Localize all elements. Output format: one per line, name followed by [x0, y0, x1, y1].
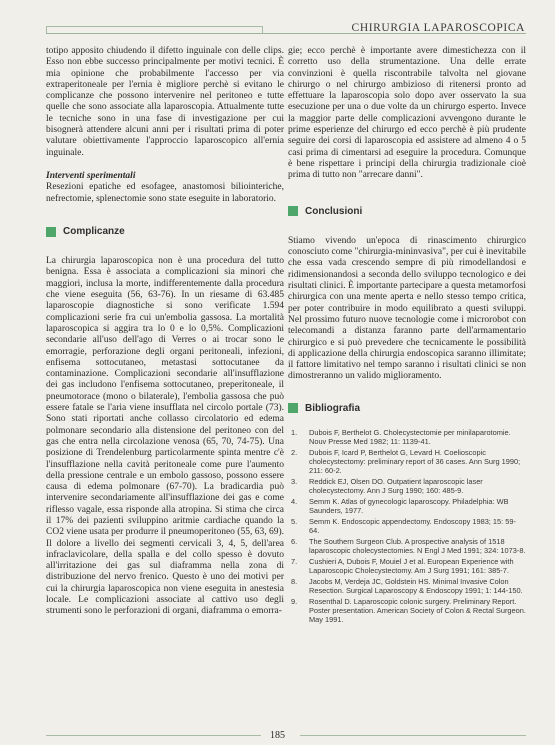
paragraph-hernia-continuation: totipo apposito chiudendo il difetto inguinale con delle clips. Esso non ebbe successo principalmente per motivi tecnici. È mia opinione che probabilmente l'accesso per via extraperitoneale per l'ernia è migliore perchè si evitano le complicanze che possono intervenire nel peritoneo e tutte quelle che sono associate alla laparoscopia. Attualmente tutte le tecniche sono in una fase di investigazione per cui bisognerà attendere alcuni anni per i risultati prima di poter valutare obiettivamente l'approccio laparoscopico all'ernia inguinale. [46, 46, 284, 158]
section-square-icon [288, 403, 298, 413]
reference-number: 9. [291, 597, 298, 607]
paragraph-conclusions: Stiamo vivendo un'epoca di rinascimento chirurgico conosciuto come "chirurgia-mininvasiva", per cui è inevitabile che essa vada crescendo sempre di più rimodellandosi e ridimensionandosi a seconda dello sviluppo tecnologico e dei risultati clinici. È importante partecipare a questa metamorfosi chirurgica con una mente aperta e nello stesso tempo critica, per poter contribuire in modo equilibrato a questi sviluppi. Nel prossimo futuro nuove tecnologie come i microrobot con telecomandi a distanza faranno parte dell'armamentario chirurgico e si può prevedere che tecnicamente le possibilità di applicazione della chirurgia endoscopica saranno illimitate; il fattore limitativo nel tempo saranno i risultati clinici se non dimostreranno un valido miglioramento. [288, 235, 526, 382]
reference-number: 6. [291, 537, 298, 547]
reference-item [288, 448, 526, 475]
reference-text: Semm K. Endoscopic appendectomy. Endoscopy 1983; 15: 59-64. [309, 517, 516, 536]
reference-text: Jacobs M, Verdeja JC, Goldstein HS. Minimal Invasive Colon Resection. Surgical Laparoscopy & Endoscopy 1991; 1: 144-150. [309, 577, 523, 596]
page-number: 185 [270, 730, 285, 741]
paragraph-complications-continuation: gie; ecco perchè è importante avere dimestichezza con il corretto uso della strumentazione. Una delle errate convinzioni è quella riscontrabile talvolta nel giovane chirurgo o nel chirurgo ambizioso di ritenersi pronto ad effettuare la laparoscopia solo dopo aver osservato la sua esecuzione per una o due volte da un chirurgo esperto. Invece la maggior parte delle complicazioni avvengono durante le prime esperienze del chirurgo ed ecco perchè è più prudente seguire dei corsi di laparoscopia ed assistere ad almeno 4 o 5 casi prima di cimentarsi ad eseguire la procedura. Comunque è bene rispettare i principi della chirurgia tradizionale cioè prima di tutto non "arrecare danni". [288, 46, 526, 181]
reference-item [288, 557, 526, 575]
reference-text: Dubois F, Icard P, Berthelot G, Levard H. Coelioscopic cholecystectomy: preliminary report of 36 cases. Ann Surg 1990; 211: 60-2. [309, 448, 521, 476]
reference-item [288, 577, 526, 595]
reference-item [288, 477, 526, 495]
subheading-experimental: Interventi sperimentali [46, 170, 136, 181]
section-title: Conclusioni [305, 205, 363, 217]
reference-item [288, 497, 526, 515]
reference-item [288, 537, 526, 555]
reference-number: 5. [291, 517, 298, 527]
left-column [46, 46, 284, 618]
reference-number: 7. [291, 557, 298, 567]
section-title: Complicanze [63, 225, 125, 237]
paragraph-complications: La chirurgia laparoscopica non è una procedura del tutto benigna. Essa è associata a complicazioni sia minori che maggiori, inclusa la morte, indifferentemente dalla procedura che viene eseguita (56, 63-76). In un riesame di 63.485 laparoscopie diagnostiche si sono verificate 1.594 complicazioni serie fra cui un'embolia gassosa. La mortalità laparoscopica si aggira tra lo 0 e lo 0,5%. Complicazioni secondarie all'uso dell'ago di Verres o ai trocar sono le emorragie, perforazione degli organi peritoneali, infezioni, enfisema sottocutaneo, metastasi sottocutanee da contaminazione. Complicazioni secondarie all'insufflazione dei gas includono l'enfisema sottocutaneo, preperitoneale, il pneumotorace (mono o bilaterale), l'embolia gassosa che può essere fatale se l'aria viene insufflata nel circolo portale (73). Sono stati riportati anche collasso circolatorio ed edema polmonare secondario alla distensione del peritoneo con del gas che entra nella circolazione venosa (65, 70, 74-75). Una posizione di Trendelenburg particolarmente spinta mentre c'è l'insufflazione nella cavità peritoneale come pure l'aumento della pressione centrale e un embolo gassoso, possono essere causa di edema polmonare (67-70). La bradicardia può intervenire secondariamente all'insufflazione dei gas e come riflesso vagale, essa risponde alla atropina. Si stima che circa il 17% dei pazienti sviluppino aritmie cardiache quando la CO2 viene usata per produrre il pneumoperitoneo (55, 63, 69). Il dolore a livello dei segmenti cervicali 3, 4, 5, dell'area infraclavicolare, della spalla e del collo spesso è dovuto all'irritazione dei gas sul diaframma nella zona di distribuzione del nervo frenico. Questo è uno dei motivi per cui la chirurgia laparoscopica non viene eseguita in anestesia locale. Le complicazioni associate al cattivo uso degli strumenti sono le perforazioni di organi, diaframma o emorra- [46, 256, 284, 617]
reference-number: 1. [291, 428, 298, 438]
reference-text: The Southern Surgeon Club. A prospective analysis of 1518 laparoscopic cholecystectomies. N Engl J Med 1991; 324: 1073-8. [309, 537, 526, 556]
section-square-icon [46, 227, 56, 237]
reference-number: 3. [291, 477, 298, 487]
reference-text: Cushieri A, Dubois F, Mouiel J et al. European Experience with Laparoscopic Cholecystectomy. Am J Surg 1991; 161: 385-7. [309, 557, 514, 576]
right-column [288, 46, 526, 626]
reference-item [288, 517, 526, 535]
reference-text: Reddick EJ, Olsen DO. Outpatient laparoscopic laser cholecystectomy. Ann J Surg 1990; 160: 485-9. [309, 477, 483, 496]
reference-number: 2. [291, 448, 298, 458]
section-heading-bibliography [288, 403, 526, 414]
section-heading-conclusions [288, 206, 526, 217]
section-heading-complications [46, 226, 284, 237]
reference-list [288, 428, 526, 624]
paragraph-experimental: Resezioni epatiche ed esofagee, anastomosi biliointeriche, nefrectomie, splenectomie sono state eseguite in laboratorio. [46, 182, 284, 204]
reference-text: Rosenthal D. Laparoscopic colonic surgery. Preliminary Report. Poster presentation. American Society of Colon & Rectal Surgeon. May 1991. [309, 597, 526, 625]
reference-item [288, 597, 526, 624]
section-title: Bibliografia [305, 402, 361, 414]
reference-number: 8. [291, 577, 298, 587]
reference-item [288, 428, 526, 446]
reference-text: Semm K. Atlas of gynecologic laparoscopy. Philadelphia: WB Saunders, 1977. [309, 497, 509, 516]
reference-text: Dubois F, Berthelot G. Cholecystectomie per minilaparotomie. Nouv Presse Med 1982; 11: 1139-41. [309, 428, 511, 447]
reference-number: 4. [291, 497, 298, 507]
section-square-icon [288, 206, 298, 216]
running-header: CHIRURGIA LAPAROSCOPICA [351, 22, 525, 34]
